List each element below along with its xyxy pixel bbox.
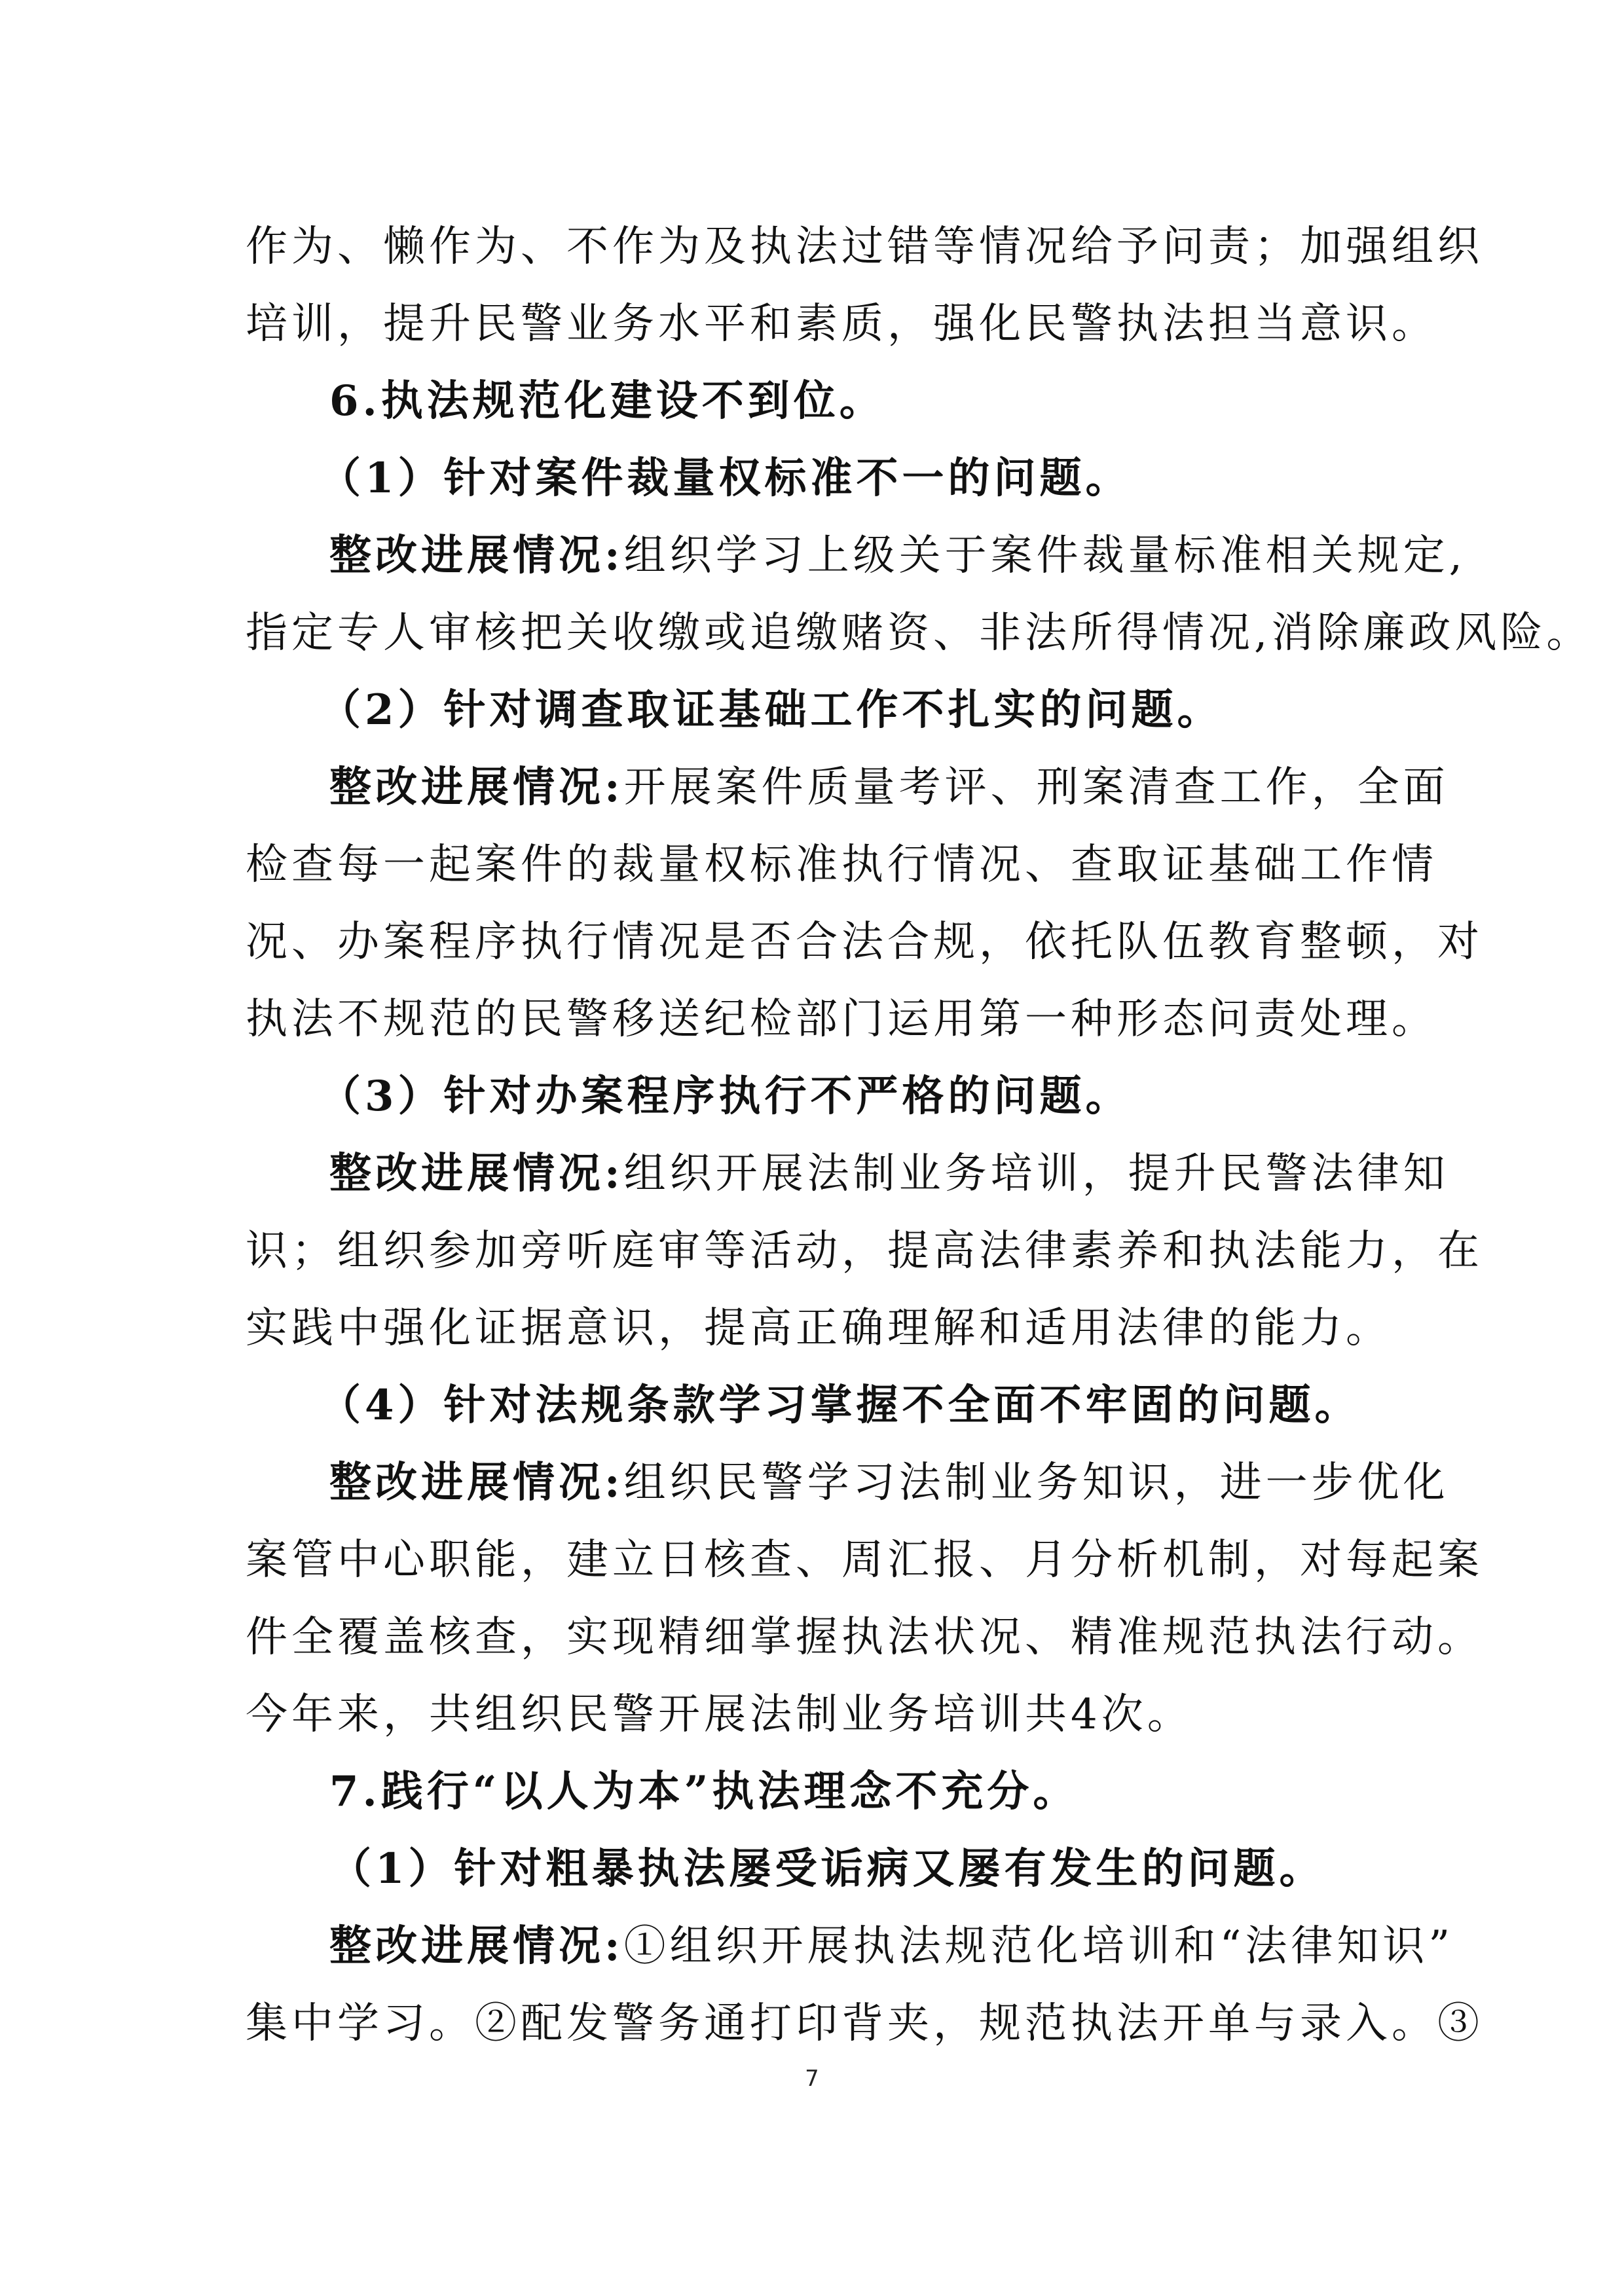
issue-heading: （1）针对案件裁量权标准不一的问题。 [319,454,1132,503]
body-line: 执法不规范的民警移送纪检部门运用第一种形态问责处理。 [246,995,1437,1044]
page-number: 7 [805,2066,819,2092]
progress-label: 整改进展情况: [329,1458,624,1507]
body-line: 实践中强化证据意识，提高正确理解和适用法律的能力。 [246,1304,1392,1353]
issue-heading: （3）针对办案程序执行不严格的问题。 [319,1072,1132,1121]
body-line: 件全覆盖核查，实现精细掌握执法状况、精准规范执法行动。 [246,1613,1483,1662]
issue-heading: （4）针对法规条款学习掌握不全面不牢固的问题。 [319,1381,1361,1430]
progress-paragraph-start [246,749,1449,826]
progress-text: 组织民警学习法制业务知识，进一步优化 [623,1459,1449,1507]
body-line: 作为、懒作为、不作为及执法过错等情况给予问责；加强组织 [246,223,1483,271]
body-line: 识；组织参加旁听庭审等活动，提高法律素养和执法能力，在 [246,1227,1483,1275]
issue-heading: （2）针对调查取证基础工作不扎实的问题。 [319,685,1223,735]
issue-heading: （1）针对粗暴执法屡受诟病又屡有发生的问题。 [329,1844,1325,1893]
progress-label: 整改进展情况: [329,763,624,812]
progress-text: 开展案件质量考评、刑案清查工作，全面 [623,763,1449,812]
progress-paragraph-start [246,1908,1454,1985]
progress-paragraph-start [246,517,1466,594]
body-line: 况、办案程序执行情况是否合法合规，依托队伍教育整顿，对 [246,918,1483,966]
body-line: 集中学习。②配发警务通打印背夹，规范执法开单与录入。③ [246,1999,1483,2048]
body-line: 检查每一起案件的裁量权标准执行情况、查取证基础工作情 [246,841,1437,889]
progress-text: ①组织开展执法规范化培训和“法律知识” [623,1922,1454,1971]
document-body [246,208,1593,2062]
progress-text: 组织学习上级关于案件裁量标准相关规定, [623,532,1466,580]
progress-label: 整改进展情况: [329,1922,624,1971]
progress-paragraph-start [246,1135,1449,1212]
body-line: 案管中心职能，建立日核查、周汇报、月分析机制，对每起案 [246,1536,1483,1584]
section-heading: 7.践行“以人为本”执法理念不充分。 [329,1767,1079,1816]
progress-label: 整改进展情况: [329,1149,624,1198]
body-line: 指定专人审核把关收缴或追缴赌资、非法所得情况,消除廉政风险。 [246,609,1593,657]
progress-paragraph-start [246,1444,1449,1522]
progress-label: 整改进展情况: [329,531,624,580]
section-heading: 6.执法规范化建设不到位。 [329,376,885,426]
body-line: 今年来，共组织民警开展法制业务培训共4次。 [246,1690,1193,1739]
progress-text: 组织开展法制业务培训，提升民警法律知 [623,1150,1449,1198]
body-line: 培训，提升民警业务水平和素质，强化民警执法担当意识。 [246,300,1437,348]
